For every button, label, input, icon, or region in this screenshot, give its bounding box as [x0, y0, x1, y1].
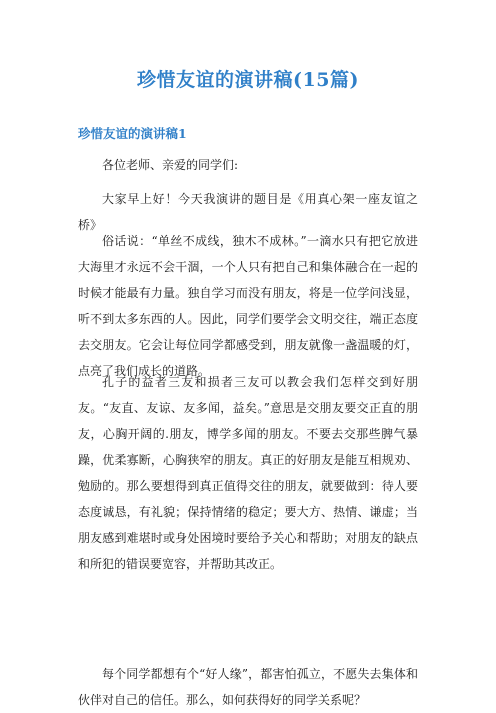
paragraph-intro: 大家早上好！今天我演讲的题目是《用真心架一座友谊之桥》	[78, 192, 418, 232]
paragraph-proverb: 俗话说：“单丝不成线，独木不成林。”一滴水只有把它放进大海里才永远不会干涸，一个人只有把自己和集体融合在一起的时候才能最有力量。独自学习而没有朋友，将是一位学问浅显，听不到太多东西的人。因此，同学们要学会文明交往，端正态度去交朋友。它会让每位同学都感受到，朋友就像一盏温暖的灯，点亮了我们成长的道路。	[78, 234, 418, 378]
document-title: 珍惜友谊的演讲稿(15篇)	[137, 69, 359, 91]
paragraph-question: 每个同学都想有个“好人缘”，都害怕孤立，不愿失去集体和伙伴对自己的信任。那么，如何获得好的同学关系呢？	[78, 667, 418, 707]
paragraph-confucius: 孔子的益者三友和损者三友可以教会我们怎样交到好朋友。“友直、友谅、友多闻，益矣。”意思是交朋友要交正直的朋友，心胸开阔的.朋友，博学多闻的朋友。不要去交那些脾气暴躁，优柔寡断，心胸狭窄的朋友。真正的好朋友是能互相规劝、勉励的。那么要想得到真正值得交往的朋友，就要做到：待人要态度诚恳，有礼貌；保持情绪的稳定；要大方、热情、谦虚；当朋友感到难堪时或身处困境时要给予关心和帮助；对朋友的缺点和所犯的错误要宽容，并帮助其改正。	[78, 375, 418, 571]
paragraph-greeting: 各位老师、亲爱的同学们:	[102, 158, 239, 172]
section-heading: 珍惜友谊的演讲稿1	[78, 126, 187, 141]
